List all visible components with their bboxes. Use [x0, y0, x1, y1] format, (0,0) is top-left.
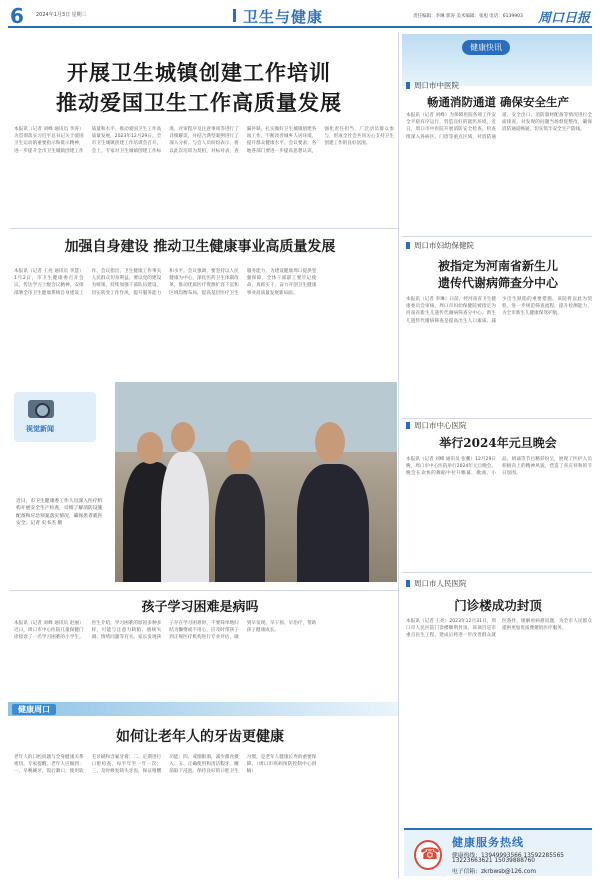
lead-headline-line1: 开展卫生城镇创建工作培训	[67, 60, 331, 85]
section-title: 卫生与健康	[243, 8, 324, 26]
hotline-title: 健康服务热线	[452, 836, 524, 849]
column-divider	[398, 32, 399, 878]
date-line: 2024年1月3日 星期三	[36, 12, 87, 18]
divider	[402, 418, 592, 419]
item2-headline-line2: 遗传代谢病筛查分中心	[437, 276, 558, 290]
health-weekly-bar	[8, 702, 398, 716]
lead-headline-line2: 推动爱国卫生工作高质量发展	[56, 90, 342, 115]
item1-headline: 畅通消防通道 确保安全生产	[426, 95, 569, 109]
item2-body	[406, 296, 592, 412]
divider	[10, 228, 398, 229]
news-photo	[115, 382, 397, 582]
second-headline: 加强自身建设 推动卫生健康事业高质量发展	[64, 239, 336, 255]
hotline-email: 电子信箱：zkrbwsb@126.com	[452, 869, 536, 875]
item1-body	[406, 112, 592, 232]
hotline-numbers-1: 健康热线：13949993566 13592285565	[452, 853, 564, 859]
dept-fuyou: 周口市妇幼保健院	[406, 240, 474, 251]
item3-headline: 举行2024年元旦晚会	[439, 436, 557, 450]
health-hotline-box	[404, 828, 592, 876]
lead-body-text: 本报讯（记者 刘峰 通讯员 李涛）为贯彻落实习近平总书记关于爱国卫生运动的重要指示和批示精神，进一步提升全市卫生城镇创建工作质量和水平，推动爱国卫生工作高质量发展，2023年12月29日，全市卫生城镇创建工作培训会召开。会上，专家对卫生城镇创建工作标准、评审程序及注意事项等进行了详细解读，并结合典型案例进行了深入分析。与会人员纷纷表示，将以此次培训为契机，对标对表，查漏补缺，扎实做好卫生城镇创建各项工作，不断改善城乡人居环境，提升群众健康水平。会议要求，各地各部门要进一步提高思想认识，强化责任担当，广泛动员群众参与，形成全社会共同关心支持卫生创建工作的良好氛围。	[14, 127, 394, 154]
photo-person-2	[161, 452, 209, 582]
second-body-text: 本报讯（记者 王亮 通讯员 李慧）1月2日，市卫生健康委召开会议，传达学习上级会议精神，安排部署全市卫生健康系统自身建设工作。会议指出，卫生健康工作事关人民群众切身利益，要以党的建设为统领，持续加强干部队伍建设，切实转变工作作风，提升服务能力和水平。会议强调，要坚持以人民健康为中心，深化医药卫生体制改革，推动优质医疗资源扩容下沉和区域均衡布局，提高基层医疗卫生服务能力，为建设健康周口提供坚强保障。全体干部职工要牢记使命，真抓实干，奋力开创卫生健康事业高质量发展新局面。	[14, 269, 317, 296]
hotline-numbers-2: 13223663621 15039888760	[452, 858, 535, 864]
item4-body-text: 本报讯（记者 王亮）2023年12月31日，周口市人民医院门诊楼顺利封顶。该项目是市重点民生工程，建成后将进一步改善群众就医条件，缓解看病难问题，为全市人民群众提供更加优质便捷的医疗服务。	[406, 619, 592, 639]
divider	[402, 572, 592, 573]
visual-news-badge	[14, 392, 96, 442]
photo-head-3	[227, 440, 251, 472]
paper-name: 周口日报	[537, 11, 590, 26]
item2-headline	[404, 258, 592, 292]
lead-headline	[14, 58, 384, 118]
item2-headline-line1: 被指定为河南省新生儿	[437, 259, 558, 273]
page-number: 6	[10, 4, 24, 28]
kids-headline: 孩子学习困难是病吗	[141, 600, 259, 615]
photo-person-3	[215, 474, 265, 582]
visual-news-label: 视觉新闻	[26, 425, 54, 433]
dept-zhongxin: 周口市中心医院	[406, 420, 467, 431]
photo-person-4	[297, 464, 369, 582]
staff-line: 责任编辑：李琳 郭涛 美术编辑：张旭 电话：6139903	[413, 14, 523, 19]
health-weekly-label: 健康周口	[12, 704, 56, 715]
kids-body-text: 本报讯（记者 刘峰 通讯员 赵丽）近日，周口市中心医院儿童保健门诊接诊了一名学习困难的小学生。医生介绍，学习困难的原因多种多样，可能与注意力缺陷、感统失调、情绪问题等有关。家长发现孩子存在学习困难时，不要简单地归结为懒惰或不用心，应及时带孩子到正规医疗机构进行专业评估，做到早发现、早干预、早治疗，帮助孩子健康成长。	[14, 621, 317, 641]
health-news-tag: 健康快讯	[462, 40, 510, 55]
photo-head-1	[137, 432, 163, 464]
item4-headline: 门诊楼成功封顶	[454, 598, 542, 613]
photo-head-2	[171, 422, 195, 452]
weekly-body-text: 老年人的口腔问题与全身健康关系密切。专家提醒，老年人应做到：一、早晚刷牙，饭后漱口，使用软毛牙刷和含氟牙膏；二、定期进行口腔检查，每半年至一年一次；三、及时修复缺失牙齿，保证咀嚼功能；四、戒烟限酒，减少甜食摄入；五、正确使用和清洁假牙，睡前取下浸泡。保持良好的口腔卫生习惯，是老年人健康长寿的重要保障。（周口市疾病预防控制中心供稿）	[14, 755, 317, 775]
dept-zhongyiyuan: 周口市中医院	[406, 80, 459, 91]
item4-body	[406, 618, 592, 822]
photo-head-4	[315, 422, 345, 462]
health-news-banner	[402, 34, 592, 86]
divider	[10, 590, 398, 591]
photo-caption: 近日，市卫生健康委工作人员深入医疗机构开展安全生产检查，详细了解消防设施配备和应急预案落实情况，确保患者就医安全。记者 史书杰 摄	[16, 499, 103, 527]
divider	[402, 236, 592, 237]
lead-body	[14, 126, 394, 222]
item3-body-text: 本报讯（记者 刘峰 通讯员 张鹏）12月29日晚，周口市中心医院举行2024年元旦晚会。晚会在欢快的舞蹈中拉开帷幕，歌曲、小品、朗诵等节目精彩纷呈，展现了医护人员积极向上的精神风貌，营造了喜庆祥和的节日氛围。	[406, 457, 592, 477]
weekly-body	[14, 754, 394, 876]
item3-body	[406, 456, 592, 566]
weekly-headline: 如何让老年人的牙齿更健康	[116, 729, 284, 745]
item1-body-text: 本报讯（记者 刘峰）为保障医院各项工作安全平稳有序运行，营造良好的就医环境，近日，周口市中医院开展消防安全检查。检查组深入各病区、门诊等重点区域，对消防通道、安全出口、消防器材配备等情况进行全面排查，对发现的问题当场督促整改，确保消防通道畅通，切实筑牢安全生产防线。	[406, 113, 592, 140]
item2-body-text: 本报讯（记者 李琳）日前，经河南省卫生健康委员会审核，周口市妇幼保健院被指定为河南省新生儿遗传代谢病筛查分中心。新生儿遗传代谢病筛查是提高出生人口素质、减少出生缺陷的重要措施。该院将以此为契机，进一步规范筛查流程，提升检测能力，为全市新生儿健康保驾护航。	[406, 297, 592, 324]
kids-body	[14, 620, 394, 696]
second-body	[14, 268, 394, 374]
phone-icon	[414, 840, 442, 870]
dept-renmin: 周口市人民医院	[406, 578, 467, 589]
masthead	[8, 6, 592, 28]
camera-icon	[28, 400, 54, 418]
